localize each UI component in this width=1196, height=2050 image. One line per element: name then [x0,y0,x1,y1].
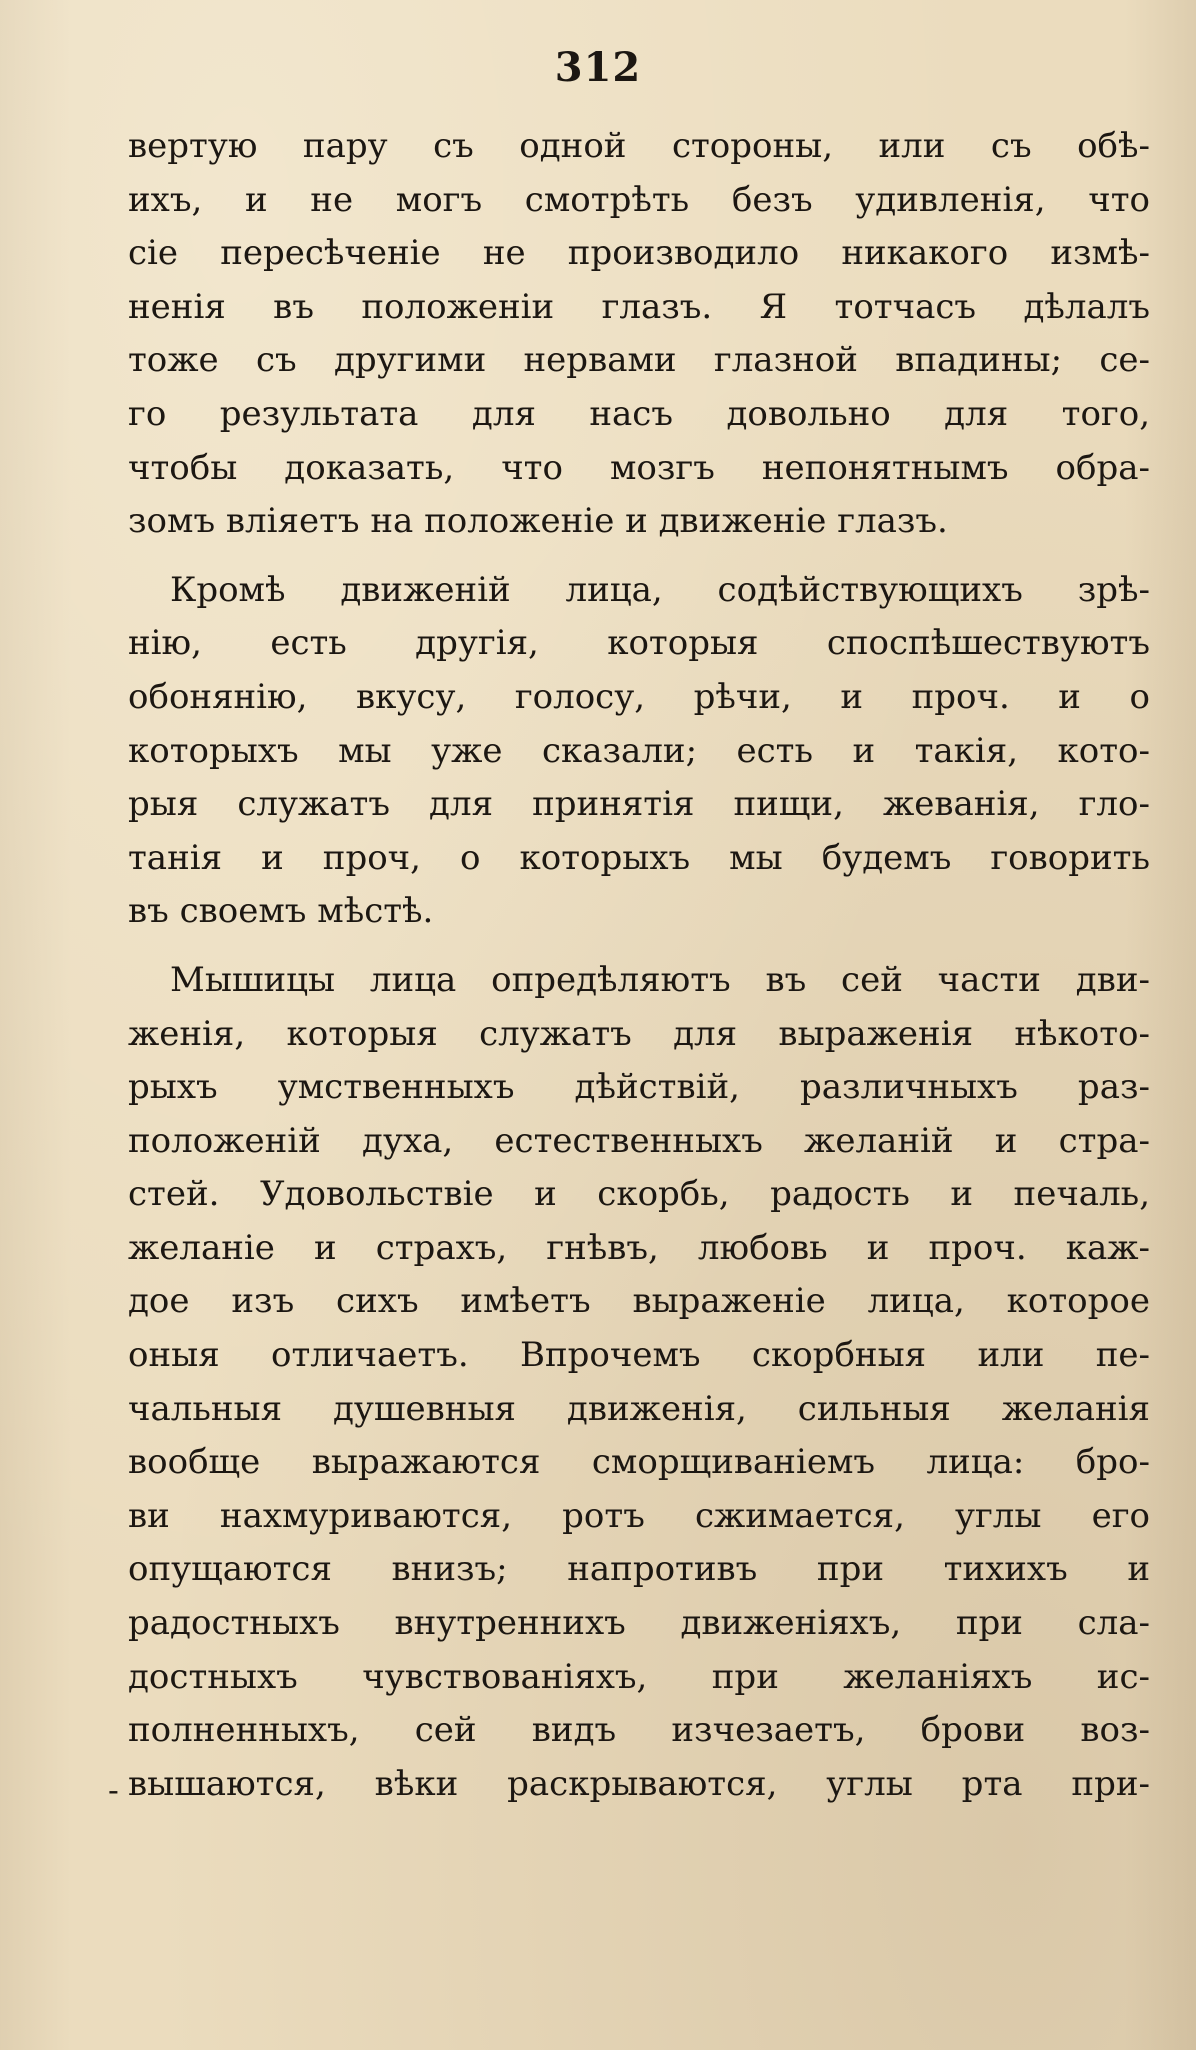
text-line: сіе пересѣченіе не производило никакого измѣ- [128,233,1150,274]
text-line: вообще выражаются сморщиваніемъ лица: бро- [128,1442,1150,1483]
text-line: ви нахмуриваются, ротъ сжимается, углы его [128,1495,1150,1536]
text-line: вертую пару съ одной стороны, или съ обѣ- [128,126,1150,166]
paragraph-1 [128,120,1150,549]
text-line: стей. Удовольствіе и скорбь, радость и печаль, [128,1174,1150,1215]
body-text [128,120,1150,1811]
text-line: чальныя душевныя движенія, сильныя желанія [128,1388,1150,1429]
text-line: положеній духа, естественныхъ желаній и стра- [128,1120,1150,1161]
text-line: женія, которыя служатъ для выраженія нѣкото- [128,1013,1150,1054]
text-line: ненія въ положеніи глазъ. Я тотчасъ дѣлалъ [128,286,1150,327]
text-line: Кромѣ движеній лица, содѣйствующихъ зрѣ- [170,569,1150,610]
text-line: ихъ, и не могъ смотрѣть безъ удивленія, что [128,179,1150,220]
text-line: вышаются, вѣки раскрываются, углы рта при- [128,1763,1150,1804]
text-line: достныхъ чувствованіяхъ, при желаніяхъ ис- [128,1656,1150,1697]
text-line: тоже съ другими нервами глазной впадины; се- [128,340,1150,381]
text-line: рыхъ умственныхъ дѣйствій, различныхъ раз- [128,1067,1150,1108]
text-line: опущаются внизъ; напротивъ при тихихъ и [128,1549,1150,1590]
text-line: желаніе и страхъ, гнѣвъ, любовь и проч. каж- [128,1227,1150,1268]
text-line: обонянію, вкусу, голосу, рѣчи, и проч. и о [128,676,1150,717]
text-line: рыя служатъ для принятія пищи, жеванія, гло- [128,784,1150,825]
text-line: радостныхъ внутреннихъ движеніяхъ, при сла- [128,1603,1150,1644]
text-line: нію, есть другія, которыя споспѣшествуютъ [128,623,1150,664]
margin-dash-mark: - [108,1771,119,1809]
page-number: 312 [554,44,642,91]
text-line: которыхъ мы уже сказали; есть и такія, кото- [128,730,1150,771]
text-line: го результата для насъ довольно для того, [128,393,1150,434]
text-line: чтобы доказать, что мозгъ непонятнымъ обра- [128,447,1150,488]
text-line: Мышицы лица опредѣляютъ въ сей части дви- [170,959,1150,1000]
text-line: зомъ вліяетъ на положеніе и движеніе глазъ. [128,501,948,542]
paragraph-2 [128,564,1150,939]
text-line: оныя отличаетъ. Впрочемъ скорбныя или пе- [128,1335,1150,1376]
text-line: полненныхъ, сей видъ изчезаетъ, брови воз- [128,1710,1150,1751]
paragraph-3 [128,954,1150,1812]
text-line: танія и проч, о которыхъ мы будемъ говорить [128,837,1150,878]
text-line: въ своемъ мѣстѣ. [128,891,434,932]
text-line: дое изъ сихъ имѣетъ выраженіе лица, которое [128,1281,1150,1322]
